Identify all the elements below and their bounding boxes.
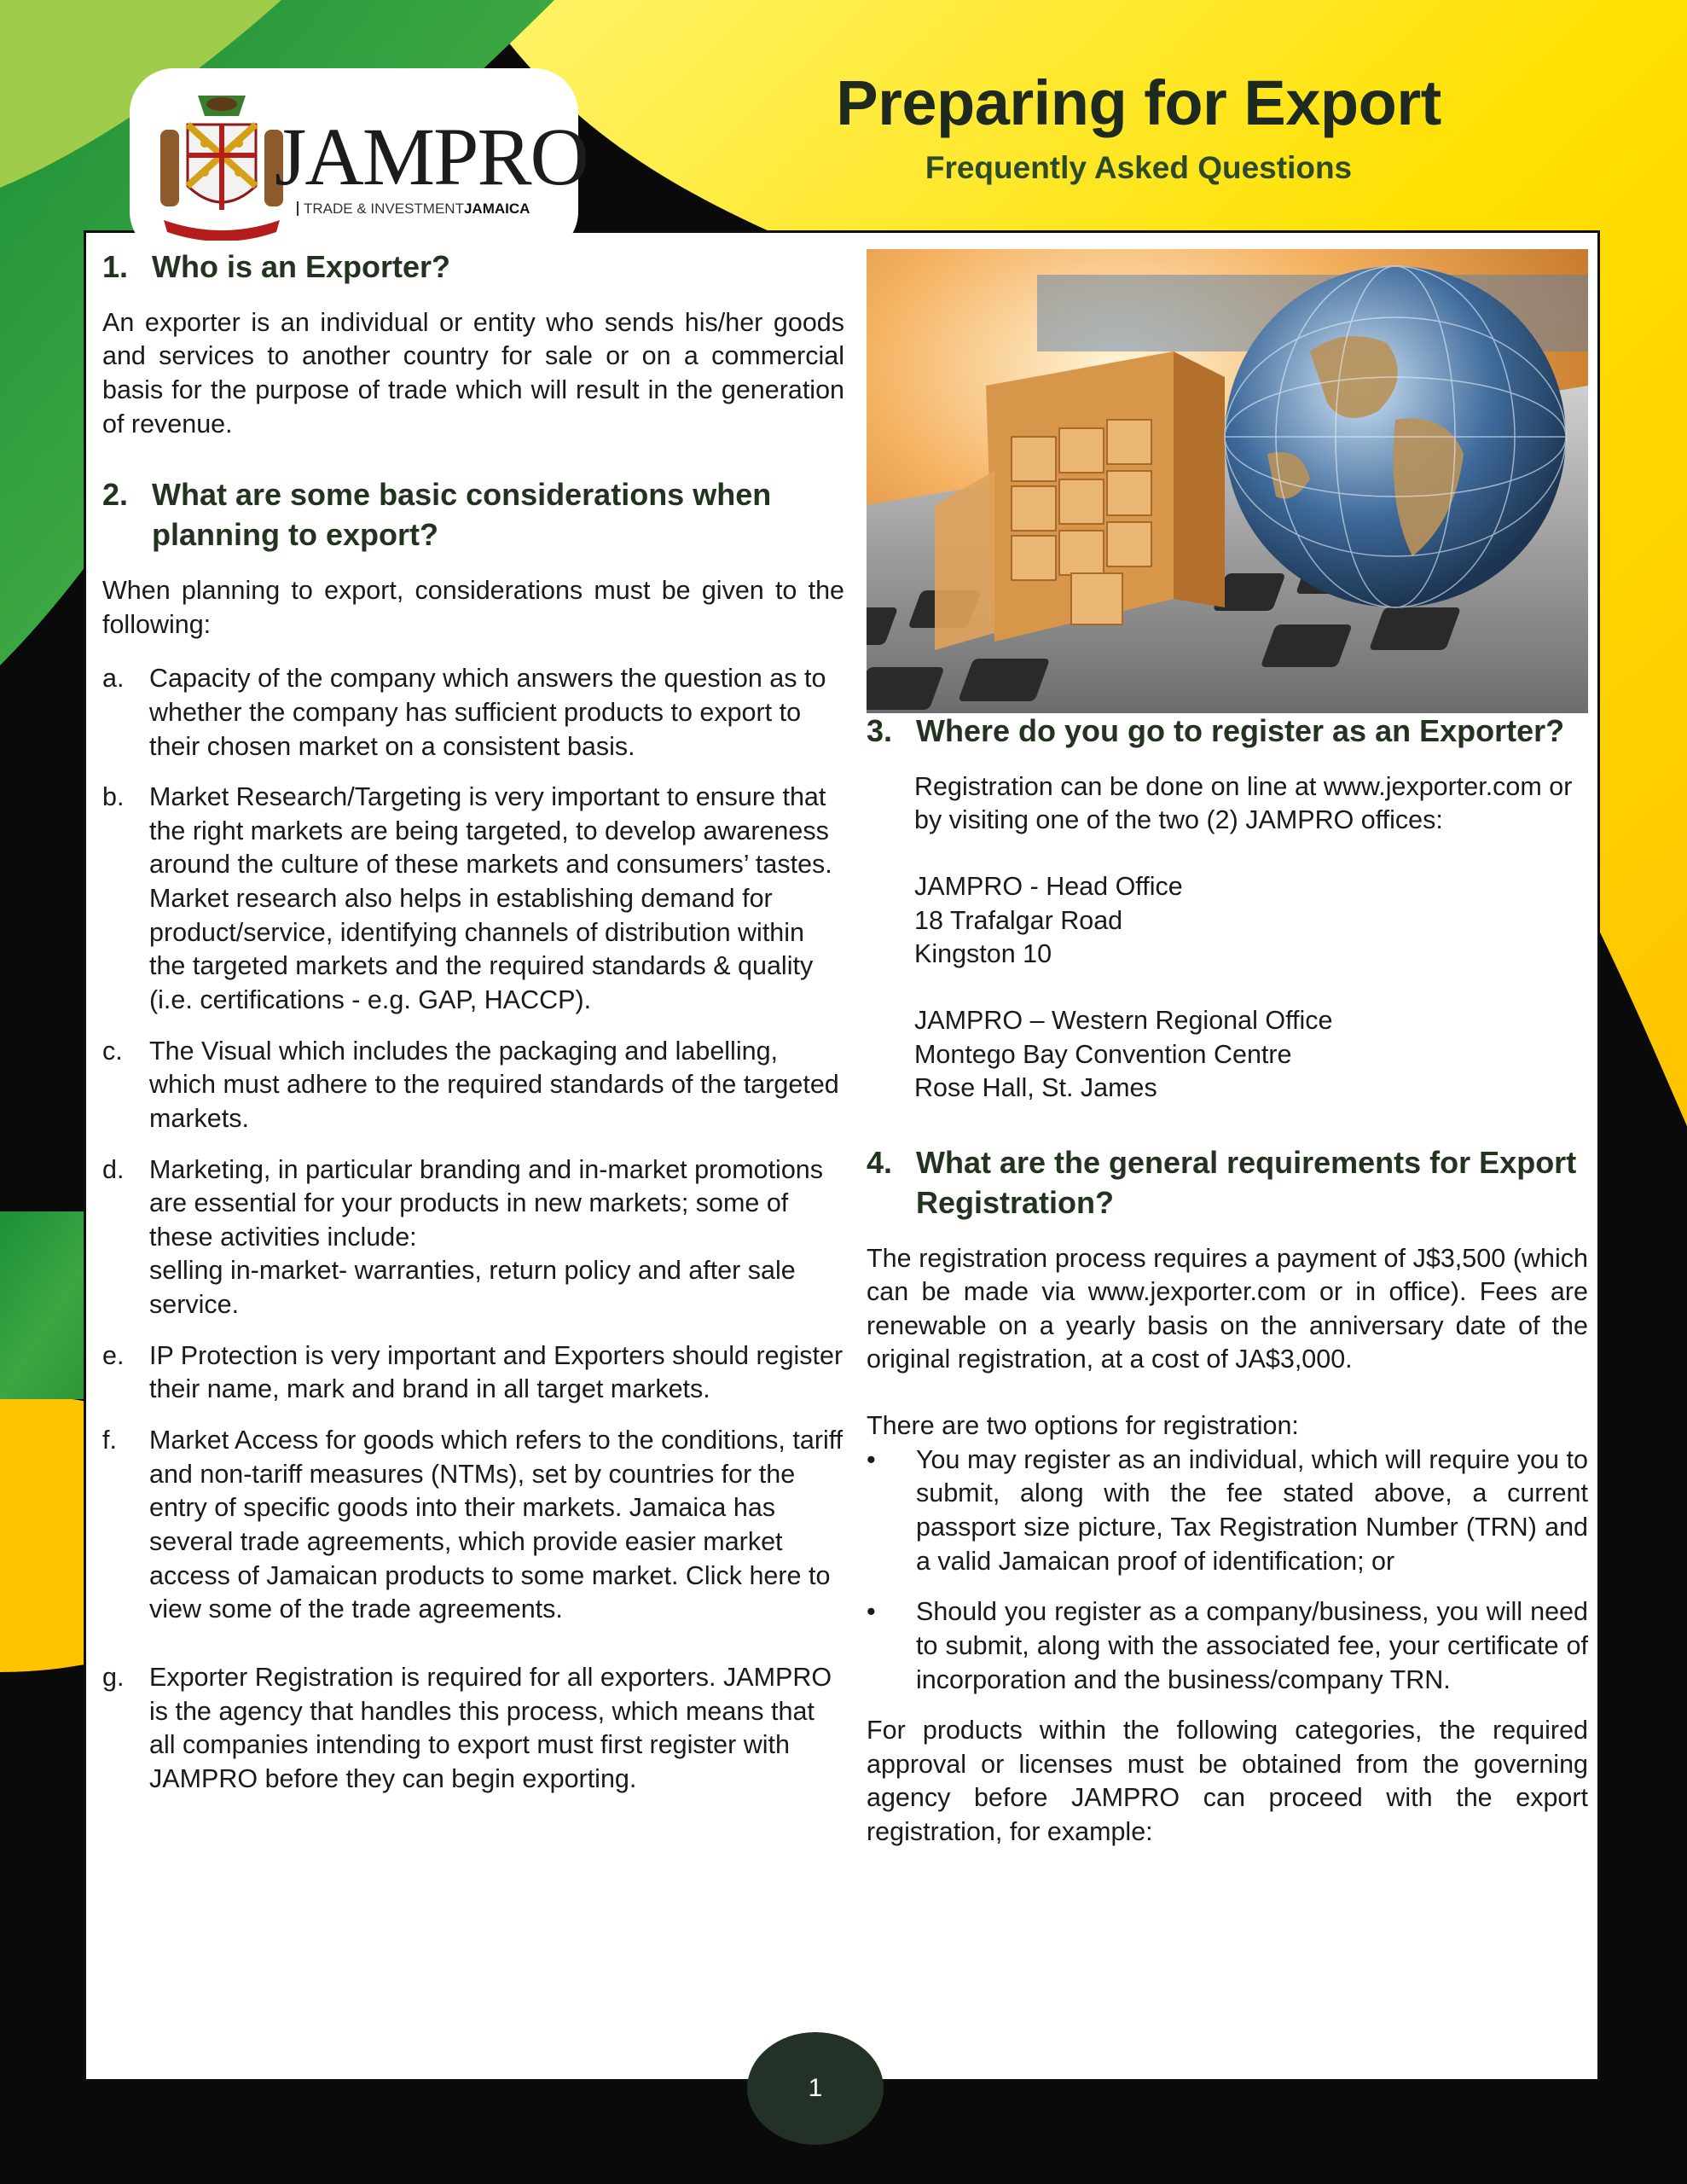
item-letter: d. <box>102 1154 125 1184</box>
list-item <box>867 1595 1588 1697</box>
list-item <box>102 1339 844 1407</box>
item-letter: c. <box>102 1036 123 1066</box>
bullet-text: Should you register as a company/business, you will need to submit, along with the associated fee, your certificate of incorporation and the business/company TRN. <box>916 1597 1588 1694</box>
item-text: IP Protection is very important and Exporters should register their name, mark and brand in all target markets. <box>149 1340 844 1404</box>
q3-heading <box>867 712 1588 752</box>
office-line: 18 Trafalgar Road <box>914 905 1123 935</box>
logo-wordmark: JAMPRO <box>275 111 588 202</box>
item-letter: b. <box>102 782 125 812</box>
logo-card <box>130 68 588 256</box>
item-text-continued: selling in-market- warranties, return policy and after sale service. <box>149 1256 796 1320</box>
bullet-icon: • <box>867 1597 876 1627</box>
page-title: Preparing for Export <box>836 67 1441 138</box>
q2-heading <box>102 475 844 555</box>
q4-title: What are the general requirements for Export Registration? <box>916 1144 1577 1220</box>
jamaica-coat-of-arms-icon <box>154 90 290 241</box>
list-item <box>102 781 844 1017</box>
logo-tagline-text: TRADE & INVESTMENT <box>304 200 464 217</box>
office-western <box>867 1004 1588 1106</box>
q4-number: 4. <box>867 1144 893 1180</box>
q1-number: 1. <box>102 249 129 284</box>
item-text: Market Research/Targeting is very important to ensure that the right markets are being targeted, to develop awareness around the culture of these markets and consumers’ tastes. Market research also helps in establishing demand for product/service, identifying channels of distribution within the targeted markets and the required standards & quality (i.e. certifications - e.g. GAP, HACCP). <box>149 782 832 1014</box>
q1-title: Who is an Exporter? <box>152 249 451 284</box>
item-letter: e. <box>102 1340 125 1370</box>
q3-body: Registration can be done on line at www.jexporter.com or by visiting one of the two (2) JAMPRO offices: <box>914 771 1573 835</box>
item-text: The Visual which includes the packaging and labelling, which must adhere to the required standards of the targeted markets. <box>149 1036 839 1133</box>
list-item <box>102 1035 844 1136</box>
logo-tagline-bold: JAMAICA <box>463 200 530 217</box>
left-column <box>102 247 844 1813</box>
item-text: Market Access for goods which refers to the conditions, tariff and non-tariff measures (NTMs), set by countries for the entry of specific goods into their markets. Jamaica has several trade agreements, which provide easier market access of Jamaican products to some market. Click here to view some of the trade agreements. <box>149 1426 844 1624</box>
q2-title: What are some basic considerations when planning to export? <box>152 477 772 553</box>
bullet-icon: • <box>867 1444 876 1474</box>
q4-heading <box>867 1143 1588 1223</box>
list-item <box>102 1661 844 1797</box>
q2-number: 2. <box>102 477 129 513</box>
logo-tagline <box>297 201 530 216</box>
item-text: Marketing, in particular branding and in-market promotions are essential for your products in new markets; some of these activities include: <box>149 1154 823 1252</box>
page-subtitle: Frequently Asked Questions <box>925 150 1353 185</box>
list-item <box>102 662 844 764</box>
office-line: JAMPRO – Western Regional Office <box>914 1006 1333 1035</box>
q4-options-intro: There are two options for registration: <box>867 1411 1299 1441</box>
q4-closing: For products within the following categories, the required approval or licenses must be obtained from the governing agency before JAMPRO can proceed with the export registration, for example: <box>867 1716 1588 1847</box>
list-item <box>867 1443 1588 1579</box>
q1-body: An exporter is an individual or entity who sends his/her goods and services to another country for sale or on a commercial basis for the purpose of trade which will result in the generation of revenue. <box>102 307 844 439</box>
bullet-text: You may register as an individual, which will require you to submit, along with the fee stated above, a current passport size picture, Tax Registration Number (TRN) and a valid Jamaican proof of identification; or <box>916 1444 1588 1576</box>
item-text: Capacity of the company which answers the question as to whether the company has sufficient products to export to their chosen market on a consistent basis. <box>149 664 826 761</box>
q1-heading <box>102 247 844 288</box>
page-number: 1 <box>747 2032 884 2145</box>
office-head <box>867 870 1588 972</box>
shipping-container-globe-photo <box>867 249 1588 713</box>
item-letter: f. <box>102 1426 117 1455</box>
item-text: Exporter Registration is required for all exporters. JAMPRO is the agency that handles this process, which means that all companies intending to export must first register with JAMPRO before they can begin exporting. <box>149 1662 832 1793</box>
q4-body: The registration process requires a payment of J$3,500 (which can be made via www.jexporter.com or in office). Fees are renewable on a yearly basis on the anniversary date of the original registration, at a cost of JA$3,000. <box>867 1243 1588 1374</box>
office-line: Rose Hall, St. James <box>914 1073 1157 1103</box>
item-text-group <box>149 1153 844 1322</box>
q3-number: 3. <box>867 713 893 748</box>
item-letter: g. <box>102 1662 125 1692</box>
list-item <box>102 1153 844 1322</box>
right-column <box>867 712 1588 1870</box>
list-item <box>102 1424 844 1627</box>
q2-intro: When planning to export, considerations must be given to the following: <box>102 575 844 639</box>
office-line: Kingston 10 <box>914 939 1052 969</box>
office-line: JAMPRO - Head Office <box>914 872 1183 902</box>
q3-title: Where do you go to register as an Exporter? <box>916 713 1565 748</box>
item-letter: a. <box>102 664 125 694</box>
office-line: Montego Bay Convention Centre <box>914 1039 1292 1069</box>
